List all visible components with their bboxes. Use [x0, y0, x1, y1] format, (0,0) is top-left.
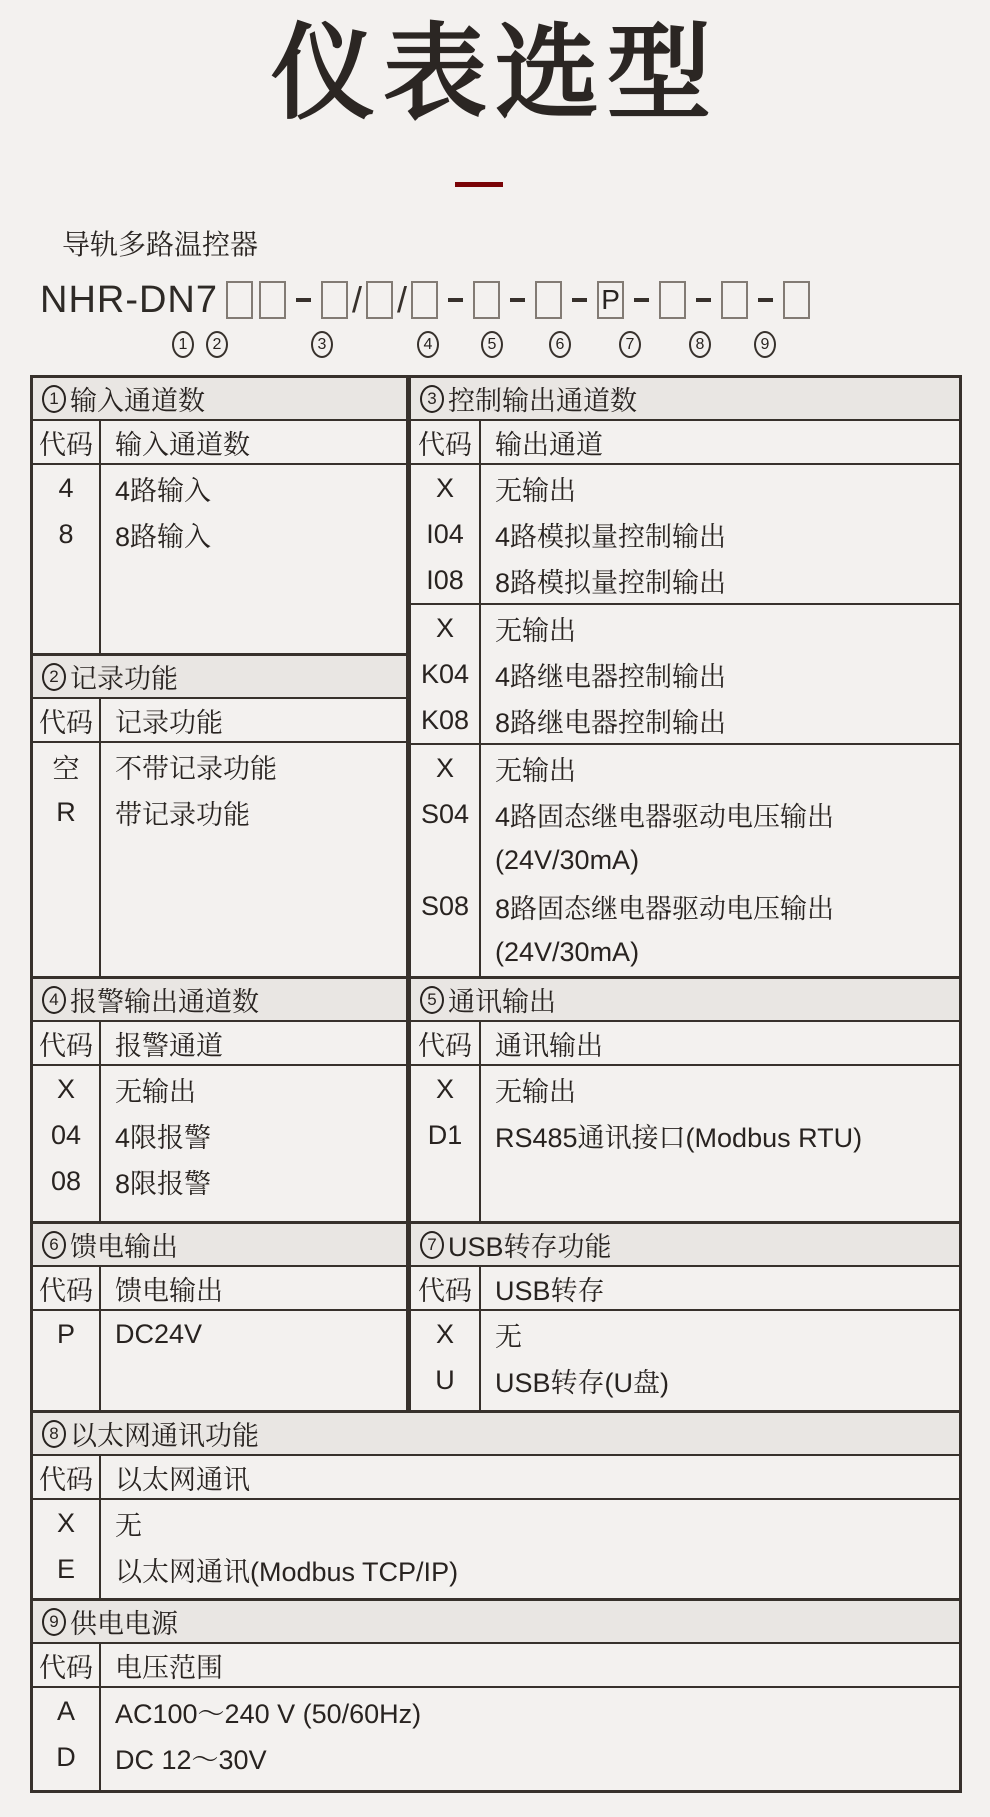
column-header-row [33, 1456, 959, 1500]
option-row [411, 1311, 959, 1357]
option-row [411, 1066, 959, 1112]
desc-cell: (24V/30mA) [495, 936, 640, 967]
position-circle: 2 [206, 331, 228, 358]
model-dash-separator [510, 298, 525, 302]
table-title: USB转存功能 [448, 1232, 612, 1263]
option-group [33, 1500, 959, 1592]
desc-cell: 4路继电器控制输出 [495, 661, 727, 692]
desc-cell: 4路输入 [115, 475, 212, 506]
code-cell: 4 [33, 465, 101, 511]
model-pattern [223, 279, 813, 321]
option-row [33, 1311, 406, 1357]
filler-row [411, 1158, 959, 1221]
code-cell: U [411, 1357, 481, 1403]
code-cell: P [33, 1311, 101, 1357]
option-row [411, 651, 959, 697]
option-group [411, 1066, 959, 1158]
section-column [406, 1224, 959, 1410]
option-group [33, 1066, 406, 1204]
option-table [411, 378, 959, 976]
filler-code-cell [411, 975, 481, 976]
option-table [33, 979, 406, 1221]
filler-row [33, 557, 406, 653]
option-group [33, 743, 406, 835]
code-cell: X [33, 1500, 101, 1546]
code-header-cell: 代码 [411, 1022, 481, 1064]
desc-cell: 无 [495, 1321, 522, 1352]
model-code-box [226, 281, 253, 319]
option-row [411, 745, 959, 791]
filler-row [33, 1780, 959, 1790]
model-dash-separator [572, 298, 587, 302]
option-table-body [33, 743, 406, 976]
model-code-box [783, 281, 810, 319]
desc-cell: 4路模拟量控制输出 [495, 521, 727, 552]
option-row [33, 511, 406, 557]
filler-desc-cell [481, 975, 959, 976]
option-table-body [411, 465, 959, 976]
option-table-header [411, 979, 959, 1022]
code-cell: E [33, 1546, 101, 1592]
model-slash-separator: / [397, 279, 408, 321]
table-title: 控制输出通道数 [448, 386, 637, 417]
table-title: 以太网通讯功能 [70, 1421, 259, 1452]
model-box-value: P [601, 284, 620, 316]
section-column [33, 1224, 406, 1410]
code-cell [411, 837, 481, 883]
desc-header-cell: USB转存 [495, 1275, 605, 1306]
code-cell: I08 [411, 557, 481, 603]
desc-header-cell: 通讯输出 [495, 1030, 603, 1061]
desc-cell: 以太网通讯(Modbus TCP/IP) [115, 1556, 459, 1587]
filler-code-cell [33, 1780, 101, 1790]
product-subtitle: 导轨多路温控器 [62, 229, 259, 261]
code-cell: S04 [411, 791, 481, 837]
option-row [33, 1500, 959, 1546]
section-row [33, 976, 959, 1221]
filler-row [33, 1592, 959, 1598]
filler-row [33, 1357, 406, 1410]
column-header-row [33, 699, 406, 743]
desc-cell: 4限报警 [115, 1122, 212, 1153]
table-title: 报警输出通道数 [70, 987, 259, 1018]
page-title: 仪表选型 [270, 16, 719, 132]
option-table [33, 1413, 959, 1598]
desc-cell: 无输出 [495, 475, 576, 506]
filler-desc-cell [101, 557, 406, 653]
table-title: 输入通道数 [70, 386, 205, 417]
desc-header-cell: 记录功能 [115, 707, 223, 738]
code-header-cell: 代码 [33, 1267, 101, 1309]
option-table [33, 378, 406, 653]
desc-cell: 8限报警 [115, 1168, 212, 1199]
option-row [33, 789, 406, 835]
desc-cell: DC 12～30V [115, 1744, 267, 1775]
desc-cell: 8路固态继电器驱动电压输出 [495, 893, 835, 924]
filler-row [33, 1204, 406, 1221]
option-row [33, 1734, 959, 1780]
code-header-cell: 代码 [411, 1267, 481, 1309]
table-title: 记录功能 [70, 664, 178, 695]
code-header-cell: 代码 [33, 1644, 101, 1686]
position-circle: 1 [172, 331, 194, 358]
option-table-header [411, 1224, 959, 1267]
code-cell: X [33, 1066, 101, 1112]
filler-code-cell [33, 1357, 101, 1410]
option-row [33, 1066, 406, 1112]
code-cell: 空 [33, 743, 101, 789]
code-header-cell: 代码 [411, 421, 481, 463]
code-header-cell: 代码 [33, 699, 101, 741]
option-table-body [33, 465, 406, 653]
position-circle: 8 [689, 331, 711, 358]
desc-cell: 8路模拟量控制输出 [495, 567, 727, 598]
code-cell: K08 [411, 697, 481, 743]
desc-cell: DC24V [115, 1318, 203, 1349]
option-table-header [33, 979, 406, 1022]
circled-number-badge: 8 [42, 1420, 66, 1448]
filler-row [33, 835, 406, 976]
option-table [411, 979, 959, 1221]
option-row [411, 465, 959, 511]
filler-code-cell [33, 835, 101, 976]
desc-cell: (24V/30mA) [495, 844, 640, 875]
option-group [411, 1311, 959, 1403]
column-header-row [411, 421, 959, 465]
filler-code-cell [33, 1204, 101, 1221]
model-code-line [40, 279, 990, 321]
desc-cell: 无输出 [495, 755, 576, 786]
option-row [411, 557, 959, 603]
model-code-box [721, 281, 748, 319]
model-dash-separator [296, 298, 311, 302]
position-circle: 7 [619, 331, 641, 358]
section-column [406, 979, 959, 1221]
option-table [411, 1224, 959, 1410]
option-row [33, 1546, 959, 1592]
code-cell: 8 [33, 511, 101, 557]
code-cell: 04 [33, 1112, 101, 1158]
option-row [33, 1158, 406, 1204]
column-header-row [411, 1022, 959, 1066]
desc-cell: 无输出 [115, 1076, 196, 1107]
option-table-header [33, 1224, 406, 1267]
position-markers [0, 331, 990, 361]
section-column [406, 378, 959, 976]
code-cell: X [411, 745, 481, 791]
desc-cell: 带记录功能 [115, 799, 250, 830]
model-dash-separator [696, 298, 711, 302]
model-slash-separator: / [352, 279, 363, 321]
model-dash-separator [448, 298, 463, 302]
desc-header-cell: 报警通道 [115, 1030, 223, 1061]
desc-cell: 无 [115, 1510, 142, 1541]
filler-desc-cell [101, 1592, 959, 1598]
option-group [411, 603, 959, 743]
code-header-cell: 代码 [33, 1022, 101, 1064]
desc-header-cell: 电压范围 [115, 1652, 223, 1683]
model-code-box [366, 281, 393, 319]
code-cell: X [411, 465, 481, 511]
option-row [33, 1112, 406, 1158]
desc-header-cell: 馈电输出 [115, 1275, 223, 1306]
accent-dash [455, 182, 503, 187]
option-row [411, 883, 959, 929]
column-header-row [33, 1644, 959, 1688]
option-table-body [411, 1311, 959, 1410]
desc-header-cell: 以太网通讯 [115, 1464, 250, 1495]
filler-code-cell [33, 557, 101, 653]
circled-number-badge: 7 [420, 1231, 444, 1259]
code-cell: I04 [411, 511, 481, 557]
code-cell: X [411, 1066, 481, 1112]
section-column [33, 979, 406, 1221]
model-code-box [259, 281, 286, 319]
code-cell: D [33, 1734, 101, 1780]
desc-header-cell: 输入通道数 [115, 429, 250, 460]
model-dash-separator [758, 298, 773, 302]
section-column [33, 1601, 959, 1790]
code-cell: 08 [33, 1158, 101, 1204]
section-column [33, 378, 406, 976]
desc-cell: 无输出 [495, 1076, 576, 1107]
column-header-row [33, 1022, 406, 1066]
option-table-header [33, 656, 406, 699]
desc-cell: 8路输入 [115, 521, 212, 552]
option-row [411, 697, 959, 743]
model-code-box [597, 281, 624, 319]
option-table-header [411, 378, 959, 421]
option-table-header [33, 1601, 959, 1644]
section-row [33, 1598, 959, 1790]
option-group [33, 1311, 406, 1357]
option-group [411, 743, 959, 975]
table-title: 通讯输出 [448, 987, 556, 1018]
filler-code-cell [411, 1158, 481, 1221]
position-circle: 4 [417, 331, 439, 358]
desc-cell: 8路继电器控制输出 [495, 707, 727, 738]
circled-number-badge: 3 [420, 385, 444, 413]
code-cell: X [411, 605, 481, 651]
section-row [33, 1410, 959, 1598]
section-row [33, 378, 959, 976]
code-header-cell: 代码 [33, 421, 101, 463]
option-row [411, 511, 959, 557]
option-group [33, 465, 406, 557]
option-table-body [411, 1066, 959, 1221]
filler-desc-cell [101, 835, 406, 976]
filler-row [411, 975, 959, 976]
desc-cell: AC100～240 V (50/60Hz) [115, 1698, 422, 1729]
position-circle: 9 [754, 331, 776, 358]
section-row [33, 1221, 959, 1410]
code-cell [411, 929, 481, 975]
option-group [33, 1688, 959, 1780]
option-table-header [33, 1413, 959, 1456]
filler-desc-cell [481, 1403, 959, 1410]
option-row [33, 1688, 959, 1734]
model-code-box [411, 281, 438, 319]
option-table-body [33, 1688, 959, 1790]
table-title: 馈电输出 [70, 1232, 178, 1263]
desc-cell: 无输出 [495, 615, 576, 646]
option-row [33, 743, 406, 789]
option-row [411, 1112, 959, 1158]
code-cell: D1 [411, 1112, 481, 1158]
circled-number-badge: 5 [420, 986, 444, 1014]
code-cell: A [33, 1688, 101, 1734]
column-header-row [411, 1267, 959, 1311]
section-column [33, 1413, 959, 1598]
filler-code-cell [33, 1592, 101, 1598]
desc-cell: RS485通讯接口(Modbus RTU) [495, 1122, 863, 1153]
desc-cell: 4路固态继电器驱动电压输出 [495, 801, 835, 832]
desc-cell: USB转存(U盘) [495, 1367, 669, 1398]
table-title: 供电电源 [70, 1609, 178, 1640]
filler-desc-cell [101, 1204, 406, 1221]
option-row [33, 465, 406, 511]
column-header-row [33, 1267, 406, 1311]
code-cell: X [411, 1311, 481, 1357]
filler-code-cell [411, 1403, 481, 1410]
option-table-body [33, 1311, 406, 1410]
code-header-cell: 代码 [33, 1456, 101, 1498]
option-table [33, 1224, 406, 1410]
model-prefix: NHR-DN7 [40, 278, 218, 321]
circled-number-badge: 6 [42, 1231, 66, 1259]
option-row [411, 929, 959, 975]
option-table [33, 1601, 959, 1790]
option-row [411, 791, 959, 837]
option-row [411, 1357, 959, 1403]
option-table-body [33, 1066, 406, 1221]
position-circle: 3 [311, 331, 333, 358]
option-table [33, 653, 406, 976]
column-header-row [33, 421, 406, 465]
filler-row [411, 1403, 959, 1410]
option-table-body [33, 1500, 959, 1598]
circled-number-badge: 2 [42, 663, 66, 691]
filler-desc-cell [101, 1357, 406, 1410]
circled-number-badge: 4 [42, 986, 66, 1014]
option-table-header [33, 378, 406, 421]
code-cell: S08 [411, 883, 481, 929]
position-circle: 5 [481, 331, 503, 358]
model-code-box [473, 281, 500, 319]
model-dash-separator [634, 298, 649, 302]
filler-desc-cell [481, 1158, 959, 1221]
model-code-box [659, 281, 686, 319]
model-code-box [535, 281, 562, 319]
code-cell: K04 [411, 651, 481, 697]
position-circle: 6 [549, 331, 571, 358]
code-cell: R [33, 789, 101, 835]
desc-header-cell: 输出通道 [495, 429, 603, 460]
filler-desc-cell [101, 1780, 959, 1790]
option-row [411, 837, 959, 883]
circled-number-badge: 9 [42, 1608, 66, 1636]
option-group [411, 465, 959, 603]
selection-table [30, 375, 962, 1793]
model-code-box [321, 281, 348, 319]
option-row [411, 605, 959, 651]
circled-number-badge: 1 [42, 385, 66, 413]
desc-cell: 不带记录功能 [115, 753, 277, 784]
